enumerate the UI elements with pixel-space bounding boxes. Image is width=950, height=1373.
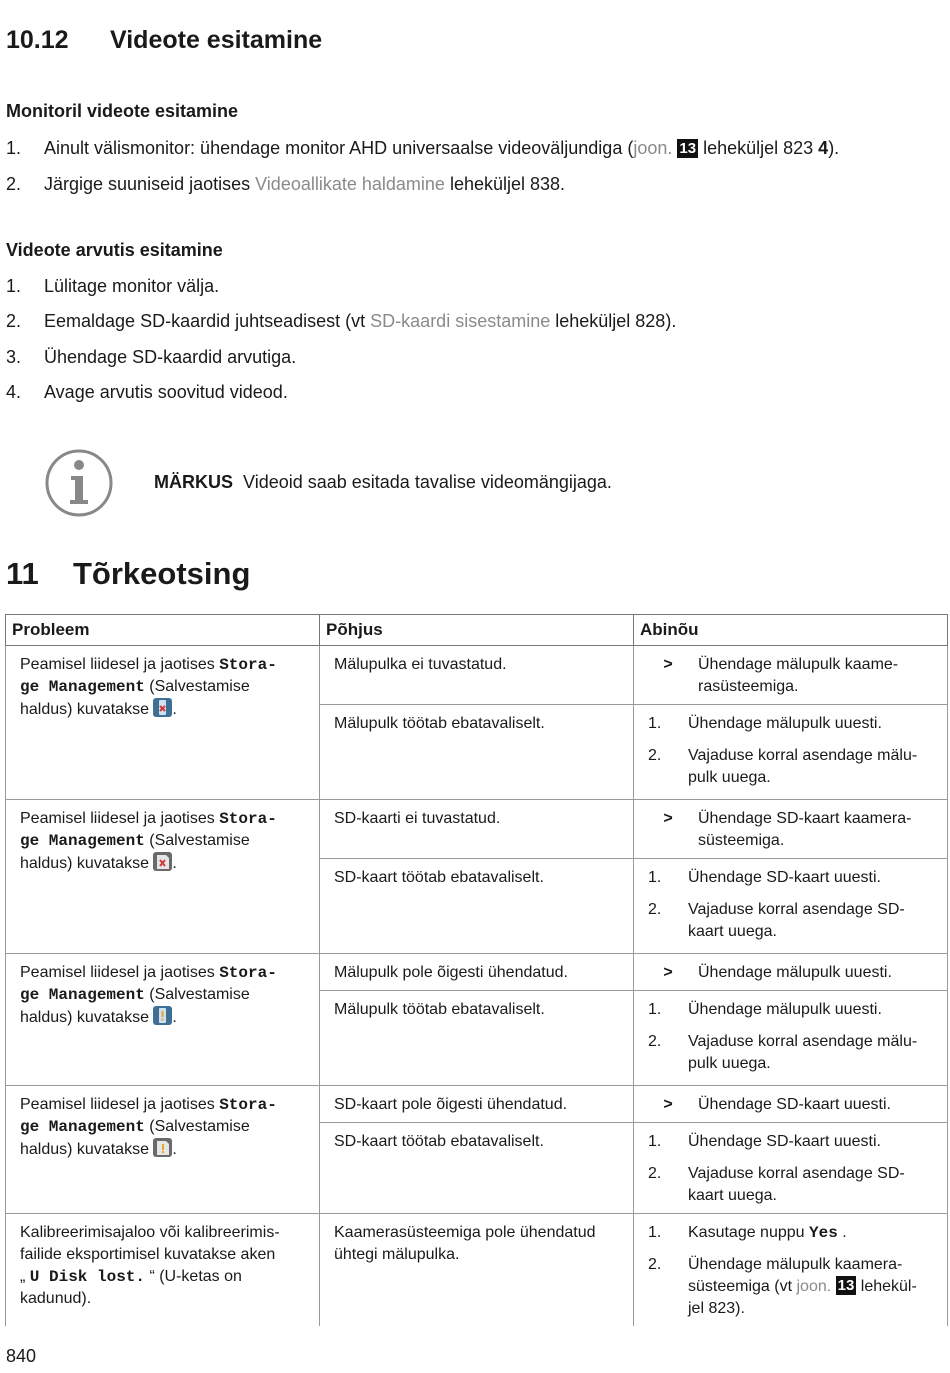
monitor-heading: Monitoril videote esitamine [6, 101, 239, 121]
figure-link[interactable]: joon. [633, 138, 673, 158]
sd-error-icon [153, 852, 172, 871]
computer-heading: Videote arvutis esitamine [6, 240, 223, 260]
table-header [6, 615, 948, 646]
header-cause: Põhjus [320, 615, 634, 646]
figure-badge: 13 [837, 1277, 855, 1294]
computer-step-3: 3. Ühendage SD-kaardid arvutiga. [6, 347, 297, 367]
problem-cell: Peamisel liidesel ja jaotises Stora- ge Management (Salvestamise haldus) kuvatakse . [6, 1086, 320, 1214]
remedy-cell: > Ühendage SD-kaart uuesti. [634, 1086, 948, 1123]
page-number: 840 [6, 1346, 37, 1366]
problem-cell: Peamisel liidesel ja jaotises Stora- ge Management (Salvestamise haldus) kuvatakse . [6, 800, 320, 954]
remedy-cell: > Ühendage mälupulk uuesti. [634, 954, 948, 991]
section-title: Videote esitamine [110, 26, 323, 54]
problem-cell: Peamisel liidesel ja jaotises Stora- ge Management (Salvestamise haldus) kuvatakse . [6, 646, 320, 800]
cause-cell: Mälupulk pole õigesti ühendatud. [320, 954, 634, 991]
info-icon [44, 448, 114, 518]
remedy-cell: 1. Kasutage nuppu Yes . 2. Ühendage mälupulk kaamera- süsteemiga (vt joon. 13 lehekül- jel 823). [634, 1214, 948, 1327]
computer-step-1: 1. Lülitage monitor välja. [6, 276, 220, 296]
remedy-cell: 1. Ühendage mälupulk uuesti. 2. Vajaduse korral asendage mälu- pulk uuega. [634, 705, 948, 800]
cause-cell: SD-kaarti ei tuvastatud. [320, 800, 634, 859]
monitor-step-2: 2. Järgige suuniseid jaotises Videoallikate haldamine leheküljel 838. [6, 174, 566, 194]
yes-button-label: Yes [809, 1224, 838, 1242]
table-row [6, 646, 948, 705]
problem-cell: Peamisel liidesel ja jaotises Stora- ge Management (Salvestamise haldus) kuvatakse . [6, 954, 320, 1086]
header-remedy: Abinõu [634, 615, 948, 646]
remedy-cell: > Ühendage SD-kaart kaamera- süsteemiga. [634, 800, 948, 859]
section-heading [6, 26, 322, 55]
table-row [6, 954, 948, 991]
figure-badge: 13 [679, 140, 697, 157]
cause-cell: SD-kaart töötab ebatavaliselt. [320, 859, 634, 954]
computer-step-4: 4. Avage arvutis soovitud videod. [6, 382, 288, 402]
remedy-cell: 1. Ühendage mälupulk uuesti. 2. Vajaduse korral asendage mälu- pulk uuega. [634, 991, 948, 1086]
remedy-cell: 1. Ühendage SD-kaart uuesti. 2. Vajaduse korral asendage SD- kaart uuega. [634, 859, 948, 954]
monitor-step-1: 1. Ainult välismonitor: ühendage monitor AHD universaalse videoväljundiga (joon. 13 leheküljel 823 4). [6, 138, 840, 158]
cause-cell: Mälupulka ei tuvastatud. [320, 646, 634, 705]
cause-cell: SD-kaart pole õigesti ühendatud. [320, 1086, 634, 1123]
cause-cell: Mälupulk töötab ebatavaliselt. [320, 705, 634, 800]
problem-cell: Kalibreerimisajaloo või kalibreerimis- failide eksportimisel kuvatakse aken „ U Disk lost. “ (U-ketas on kadunud). [6, 1214, 320, 1327]
sd-insert-link[interactable]: SD-kaardi sisestamine [370, 311, 551, 331]
chapter-number: 11 [6, 556, 39, 591]
remedy-cell: 1. Ühendage SD-kaart uuesti. 2. Vajaduse korral asendage SD- kaart uuega. [634, 1123, 948, 1214]
table-row [6, 800, 948, 859]
header-problem: Probleem [6, 615, 320, 646]
cause-cell: Kaamerasüsteemiga pole ühendatud ühtegi mälupulka. [320, 1214, 634, 1327]
cause-cell: Mälupulk töötab ebatavaliselt. [320, 991, 634, 1086]
chapter-title: Tõrkeotsing [73, 556, 251, 591]
usb-error-icon [153, 698, 172, 717]
note-text: Videoid saab esitada tavalise videomängijaga. [243, 472, 612, 492]
table-row [6, 1214, 948, 1327]
chapter-heading [6, 556, 250, 592]
video-sources-link[interactable]: Videoallikate haldamine [255, 174, 445, 194]
usb-warning-icon [153, 1006, 172, 1025]
section-number: 10.12 [6, 26, 69, 54]
cause-cell: SD-kaart töötab ebatavaliselt. [320, 1123, 634, 1214]
remedy-cell: > Ühendage mälupulk kaame- rasüsteemiga. [634, 646, 948, 705]
table-row [6, 1086, 948, 1123]
sd-warning-icon [153, 1138, 172, 1157]
computer-step-2: 2. Eemaldage SD-kaardid juhtseadisest (vt SD-kaardi sisestamine leheküljel 828). [6, 311, 677, 331]
note-label: MÄRKUS [154, 472, 233, 492]
troubleshooting-table [5, 614, 948, 1326]
figure-link[interactable]: joon. [796, 1278, 832, 1295]
note-box [44, 448, 644, 518]
